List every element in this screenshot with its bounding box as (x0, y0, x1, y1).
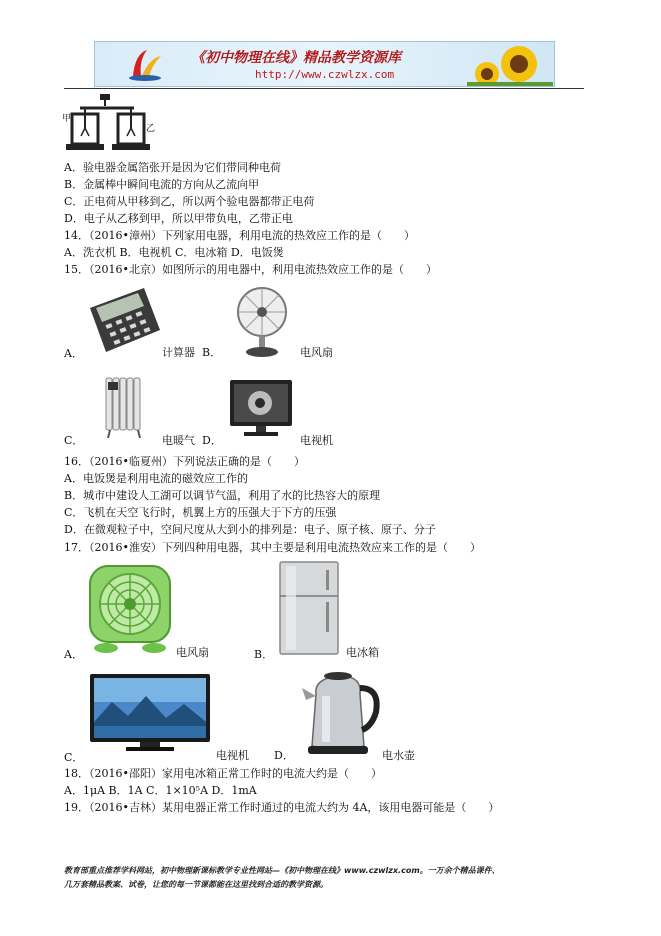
label-yi: 乙 (146, 124, 156, 134)
q17-option-c-letter: C． (64, 751, 84, 764)
q13-option-b: B．金属棒中瞬间电流的方向从乙流向甲 (64, 178, 260, 191)
q17-stem: 17．（2016•淮安）下列四种用电器，其中主要是利用电流热效应来工作的是（ ） (64, 541, 481, 554)
page-footer (64, 864, 598, 892)
q15-option-a-label: 计算器 (162, 346, 195, 359)
oil-heater-icon (104, 374, 144, 440)
q16-option-d: D．在微观粒子中，空间尺度从大到小的排列是：电子、原子核、原子、分子 (64, 523, 436, 536)
q16-option-b: B．城市中建设人工湖可以调节气温，利用了水的比热容大的原理 (64, 489, 381, 502)
refrigerator-icon (278, 560, 340, 656)
q15-option-d-label: 电视机 (300, 434, 333, 447)
site-banner (94, 41, 555, 87)
desk-fan-icon (234, 286, 290, 358)
q15-option-c-label: 电暖气 (162, 434, 195, 447)
q13-option-a: A．验电器金属箔张开是因为它们带同种电荷 (64, 161, 281, 174)
q17-option-b-letter: B． (254, 648, 274, 661)
site-logo-icon (125, 46, 165, 82)
q13-option-c: C．正电荷从甲移到乙，所以两个验电器都带正电荷 (64, 195, 315, 208)
footer-line-1: 教育部重点推荐学科网站，初中物理新课标教学专业性网站—《初中物理在线》www.czwlzx.com。一万余个精品课件、 (64, 866, 500, 875)
q15-stem: 15．（2016•北京）如图所示的用电器中，利用电流热效应工作的是（ ） (64, 263, 437, 276)
banner-url: http://www.czwlzx.com (255, 68, 395, 81)
q13-option-d: D．电子从乙移到甲，所以甲带负电，乙带正电 (64, 212, 293, 225)
green-box-fan-icon (86, 564, 174, 656)
q18-options: A．1μA B．1A C．1×10⁵A D．1mA (64, 784, 257, 797)
header-rule (64, 88, 584, 89)
footer-line-2: 几万套精品教案、试卷，让您的每一节课都能在这里找到合适的教学资源。 (64, 880, 328, 889)
q17-option-b-label: 电冰箱 (346, 646, 379, 659)
q15-option-b-letter: B． (202, 346, 222, 359)
q14-options: A．洗衣机 B．电视机 C．电冰箱 D．电饭煲 (64, 246, 284, 259)
electroscope-figure (62, 92, 162, 156)
banner-title: 《初中物理在线》精品教学资源库 (191, 50, 401, 66)
q15-option-d-letter: D． (202, 434, 222, 447)
q17-option-d-letter: D． (274, 749, 294, 762)
flat-tv-icon (88, 672, 212, 754)
q15-option-a-letter: A． (64, 347, 83, 360)
tv-sunflower-icon (228, 378, 294, 440)
q16-stem: 16．（2016•临夏州）下列说法正确的是（ ） (64, 455, 305, 468)
q15-option-c-letter: C． (64, 434, 84, 447)
calculator-icon (86, 286, 162, 356)
q16-option-a: A．电饭煲是利用电流的磁效应工作的 (64, 472, 248, 485)
q17-option-a-label: 电风扇 (176, 646, 209, 659)
q16-option-c: C．飞机在天空飞行时，机翼上方的压强大于下方的压强 (64, 506, 337, 519)
q19-stem: 19．（2016•吉林）某用电器正常工作时通过的电流大约为 4A，该用电器可能是（ ） (64, 801, 500, 814)
electric-kettle-icon (300, 666, 382, 760)
q17-option-c-label: 电视机 (216, 749, 249, 762)
q17-option-a-letter: A． (64, 648, 83, 661)
sunflower-icon (467, 44, 553, 86)
label-jia: 甲 (62, 114, 72, 124)
q18-stem: 18．（2016•邵阳）家用电冰箱正常工作时的电流大约是（ ） (64, 767, 382, 780)
q15-option-b-label: 电风扇 (300, 346, 333, 359)
q17-option-d-label: 电水壶 (382, 749, 415, 762)
q14-stem: 14．（2016•漳州）下列家用电器，利用电流的热效应工作的是（ ） (64, 229, 415, 242)
